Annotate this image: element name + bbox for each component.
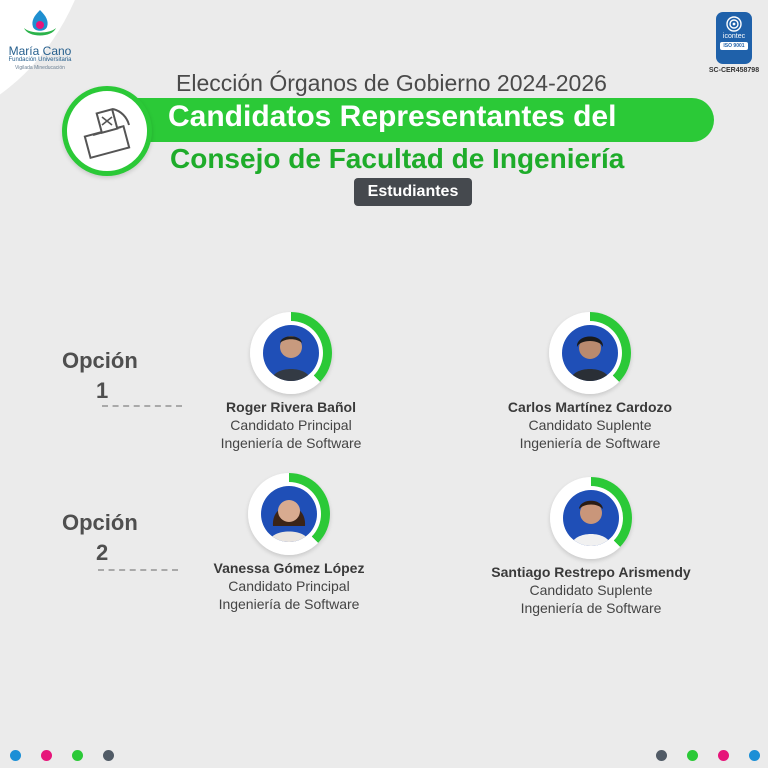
- decorative-dots-right: [656, 750, 760, 761]
- option-2-number: 2: [96, 540, 109, 565]
- candidate-name: Santiago Restrepo Arismendy: [491, 564, 691, 580]
- candidate-role: Candidato Principal: [228, 578, 350, 594]
- option-1-number: 1: [96, 378, 109, 403]
- dot-gray: [656, 750, 667, 761]
- election-title: Elección Órganos de Gobierno 2024-2026: [176, 70, 607, 96]
- icontec-badge: [716, 12, 752, 64]
- candidate-photo: [261, 486, 317, 542]
- candidate-card: [480, 312, 700, 452]
- dot-pink: [718, 750, 729, 761]
- logo-tagline: Vigilada Mineducación: [15, 65, 65, 71]
- candidate-card: [179, 473, 399, 613]
- candidate-program: Ingeniería de Software: [220, 435, 362, 451]
- option-2-divider: [98, 569, 178, 571]
- logo-name: María Cano: [8, 44, 72, 58]
- dot-gray: [103, 750, 114, 761]
- ballot-circle: [62, 86, 152, 176]
- iso-label: ISO 9001: [720, 42, 747, 50]
- avatar-icon: [261, 486, 317, 542]
- candidate-role: Candidato Suplente: [528, 417, 652, 433]
- dot-green: [72, 750, 83, 761]
- option-2-label: Opción: [62, 510, 138, 535]
- students-badge: Estudiantes: [354, 178, 472, 206]
- photo-ring: [550, 477, 632, 559]
- dot-blue: [749, 750, 760, 761]
- candidate-name: Roger Rivera Bañol: [226, 399, 356, 415]
- avatar-icon: [263, 325, 319, 381]
- ballot-box-icon: [77, 101, 137, 161]
- candidate-photo: [562, 325, 618, 381]
- logo-subtitle: Fundación Universitaria: [8, 57, 72, 63]
- dot-blue: [10, 750, 21, 761]
- title-line-1: Candidatos Representantes del: [168, 100, 617, 133]
- candidate-role: Candidato Principal: [230, 417, 352, 433]
- photo-ring: [549, 312, 631, 394]
- title-line-2: Consejo de Facultad de Ingeniería: [170, 143, 625, 174]
- dot-green: [687, 750, 698, 761]
- certification-code: SC-CER458798: [708, 67, 760, 74]
- decorative-dots-left: [10, 750, 114, 761]
- maria-cano-logo-icon: [20, 8, 60, 44]
- icontec-brand: icontec: [722, 33, 746, 40]
- option-1-divider: [102, 405, 182, 407]
- university-logo: [6, 8, 74, 71]
- candidate-program: Ingeniería de Software: [519, 435, 661, 451]
- option-1-label: Opción: [62, 348, 138, 373]
- candidate-photo: [563, 490, 619, 546]
- dot-pink: [41, 750, 52, 761]
- candidate-card: [481, 477, 701, 617]
- avatar-icon: [562, 325, 618, 381]
- photo-ring: [248, 473, 330, 555]
- candidate-photo: [263, 325, 319, 381]
- avatar-icon: [563, 490, 619, 546]
- candidate-name: Vanessa Gómez López: [213, 560, 365, 576]
- candidate-program: Ingeniería de Software: [520, 600, 662, 616]
- candidate-name: Carlos Martínez Cardozo: [507, 399, 673, 415]
- photo-ring: [250, 312, 332, 394]
- candidate-role: Candidato Suplente: [529, 582, 653, 598]
- icontec-icon: [726, 16, 742, 32]
- icontec-certification: [708, 12, 760, 74]
- candidate-program: Ingeniería de Software: [218, 596, 360, 612]
- candidate-card: [181, 312, 401, 452]
